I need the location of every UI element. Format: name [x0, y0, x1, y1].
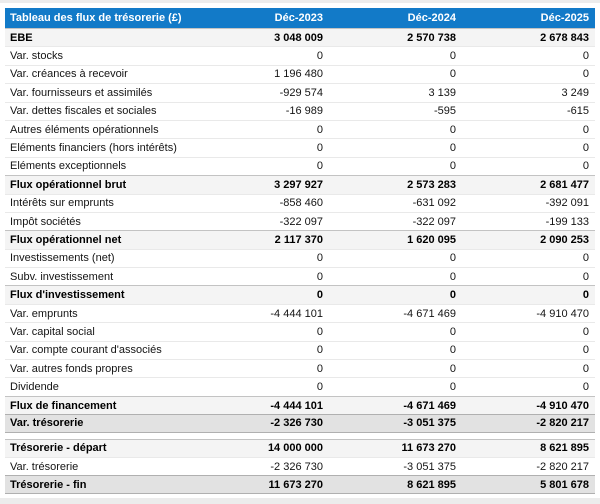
cell-value-dec-2024: 2 570 738 — [407, 31, 456, 44]
cell-value-dec-2023: 0 — [316, 270, 323, 283]
cell-value-dec-2024: 0 — [449, 160, 456, 173]
cell-value-dec-2024: 0 — [449, 50, 456, 63]
cell-value-dec-2025: 2 681 477 — [540, 178, 589, 191]
cell-value-dec-2025: 0 — [582, 381, 589, 394]
cell-value-dec-2025: 3 249 — [561, 86, 589, 99]
table-row — [5, 120, 595, 138]
cell-value-dec-2023: -2 326 730 — [270, 417, 323, 430]
cell-value-dec-2025: -2 820 217 — [536, 460, 589, 473]
table-row — [5, 396, 595, 414]
cell-value-dec-2024: 0 — [449, 362, 456, 375]
table-row — [5, 212, 595, 230]
cell-value-dec-2023: 0 — [316, 50, 323, 63]
cell-value-dec-2024: 0 — [449, 289, 456, 302]
cell-value-dec-2024: 0 — [449, 270, 456, 283]
cell-value-dec-2024: 0 — [449, 344, 456, 357]
cell-value-dec-2023: -858 460 — [279, 197, 323, 210]
cell-value-dec-2025: 0 — [582, 270, 589, 283]
cell-value-dec-2024: -4 671 469 — [403, 307, 456, 320]
row-label: Dividende — [10, 381, 59, 394]
table-row — [5, 414, 595, 432]
table-row — [5, 138, 595, 156]
cell-value-dec-2025: 0 — [582, 123, 589, 136]
cell-value-dec-2025: 2 090 253 — [540, 233, 589, 246]
cell-value-dec-2023: -16 989 — [285, 105, 323, 118]
cell-value-dec-2025: 0 — [582, 50, 589, 63]
cell-value-dec-2025: 0 — [582, 344, 589, 357]
cell-value-dec-2025: 8 621 895 — [540, 442, 589, 455]
cell-value-dec-2023: 0 — [316, 123, 323, 136]
cell-value-dec-2023: -929 574 — [279, 86, 323, 99]
page-top-edge — [0, 0, 600, 3]
row-label: Var. créances à recevoir — [10, 68, 128, 81]
cell-value-dec-2023: 0 — [316, 362, 323, 375]
row-label: Eléments exceptionnels — [10, 160, 127, 173]
column-header-dec-2025: Déc-2025 — [540, 12, 589, 24]
cell-value-dec-2024: 0 — [449, 142, 456, 155]
cell-value-dec-2023: 0 — [316, 160, 323, 173]
cell-value-dec-2024: 0 — [449, 123, 456, 136]
row-label: Flux opérationnel net — [10, 233, 122, 246]
cell-value-dec-2023: 0 — [316, 325, 323, 338]
row-label: Eléments financiers (hors intérêts) — [10, 142, 177, 155]
table-header-row — [5, 8, 595, 28]
cell-value-dec-2025: -199 133 — [545, 215, 589, 228]
table-row — [5, 83, 595, 101]
row-label: Var. emprunts — [10, 307, 78, 320]
cell-value-dec-2025: -4 910 470 — [536, 399, 589, 412]
cell-value-dec-2025: -2 820 217 — [536, 417, 589, 430]
column-header-dec-2024: Déc-2024 — [407, 12, 456, 24]
row-label: Var. autres fonds propres — [10, 362, 133, 375]
cell-value-dec-2023: 2 117 370 — [274, 233, 323, 246]
row-label: Flux d'investissement — [10, 289, 125, 302]
row-label: Var. trésorerie — [10, 417, 84, 430]
cell-value-dec-2023: 11 673 270 — [268, 478, 323, 491]
table-row — [5, 304, 595, 322]
cell-value-dec-2025: -392 091 — [545, 197, 589, 210]
row-label: Var. fournisseurs et assimilés — [10, 86, 153, 99]
row-label: Investissements (net) — [10, 252, 115, 265]
cashflow-table — [5, 8, 595, 494]
cell-value-dec-2025: 0 — [582, 289, 589, 302]
cell-value-dec-2025: 0 — [582, 362, 589, 375]
row-label: Subv. investissement — [10, 270, 114, 283]
cell-value-dec-2023: 14 000 000 — [267, 442, 323, 455]
row-label: Intérêts sur emprunts — [10, 197, 114, 210]
cell-value-dec-2024: 0 — [449, 325, 456, 338]
cell-value-dec-2024: 2 573 283 — [407, 178, 456, 191]
cell-value-dec-2025: 0 — [582, 252, 589, 265]
row-label: EBE — [10, 31, 33, 44]
row-label: Trésorerie - fin — [10, 478, 87, 491]
table-row — [5, 102, 595, 120]
row-label: Var. stocks — [10, 50, 63, 63]
cell-value-dec-2025: 0 — [582, 325, 589, 338]
cell-value-dec-2023: 0 — [316, 289, 323, 302]
page-bottom-edge — [0, 498, 600, 504]
cell-value-dec-2025: 2 678 843 — [540, 31, 589, 44]
row-label: Autres éléments opérationnels — [10, 123, 159, 136]
cell-value-dec-2024: 3 139 — [428, 86, 456, 99]
row-label: Var. dettes fiscales et sociales — [10, 105, 157, 118]
table-row — [5, 322, 595, 340]
row-label: Impôt sociétés — [10, 215, 81, 228]
table-row — [5, 175, 595, 193]
table-title: Tableau des flux de trésorerie (£) — [10, 12, 182, 24]
cell-value-dec-2024: 11 673 270 — [401, 442, 456, 455]
row-label: Flux de financement — [10, 399, 117, 412]
table-row — [5, 230, 595, 248]
cell-value-dec-2023: -4 444 101 — [270, 307, 323, 320]
cell-value-dec-2023: 1 196 480 — [274, 68, 323, 81]
cell-value-dec-2024: -4 671 469 — [403, 399, 456, 412]
cell-value-dec-2023: 0 — [316, 344, 323, 357]
cell-value-dec-2025: 0 — [582, 160, 589, 173]
table-row — [5, 475, 595, 493]
cell-value-dec-2023: 0 — [316, 381, 323, 394]
column-header-dec-2023: Déc-2023 — [274, 12, 323, 24]
table-row — [5, 341, 595, 359]
table-row — [5, 457, 595, 475]
cell-value-dec-2023: 3 297 927 — [274, 178, 323, 191]
cell-value-dec-2025: 0 — [582, 68, 589, 81]
cell-value-dec-2024: 0 — [449, 252, 456, 265]
table-row — [5, 65, 595, 83]
table-row — [5, 439, 595, 457]
table-row — [5, 249, 595, 267]
table-row — [5, 28, 595, 46]
cell-value-dec-2025: 0 — [582, 142, 589, 155]
row-label: Var. trésorerie — [10, 460, 79, 473]
cell-value-dec-2023: 0 — [316, 252, 323, 265]
table-row — [5, 267, 595, 285]
cell-value-dec-2025: -615 — [566, 105, 589, 118]
cell-value-dec-2024: -595 — [433, 105, 456, 118]
cell-value-dec-2024: 8 621 895 — [407, 478, 456, 491]
cell-value-dec-2023: -2 326 730 — [270, 460, 323, 473]
table-body — [5, 28, 595, 494]
table-row — [5, 46, 595, 64]
cell-value-dec-2024: -3 051 375 — [403, 460, 456, 473]
cell-value-dec-2025: -4 910 470 — [536, 307, 589, 320]
cell-value-dec-2024: -322 097 — [412, 215, 456, 228]
table-row — [5, 157, 595, 175]
table-row — [5, 194, 595, 212]
cell-value-dec-2025: 5 801 678 — [540, 478, 589, 491]
row-label: Var. capital social — [10, 325, 95, 338]
table-row — [5, 285, 595, 303]
cell-value-dec-2023: 3 048 009 — [274, 31, 323, 44]
cell-value-dec-2024: -3 051 375 — [403, 417, 456, 430]
cell-value-dec-2023: 0 — [316, 142, 323, 155]
cell-value-dec-2024: 0 — [449, 68, 456, 81]
row-label: Var. compte courant d'associés — [10, 344, 162, 357]
table-row — [5, 359, 595, 377]
cell-value-dec-2024: 0 — [449, 381, 456, 394]
cell-value-dec-2024: -631 092 — [412, 197, 456, 210]
row-label: Flux opérationnel brut — [10, 178, 127, 191]
cell-value-dec-2023: -322 097 — [279, 215, 323, 228]
row-label: Trésorerie - départ — [10, 442, 107, 455]
cell-value-dec-2023: -4 444 101 — [270, 399, 323, 412]
cell-value-dec-2024: 1 620 095 — [407, 233, 456, 246]
table-row — [5, 377, 595, 395]
